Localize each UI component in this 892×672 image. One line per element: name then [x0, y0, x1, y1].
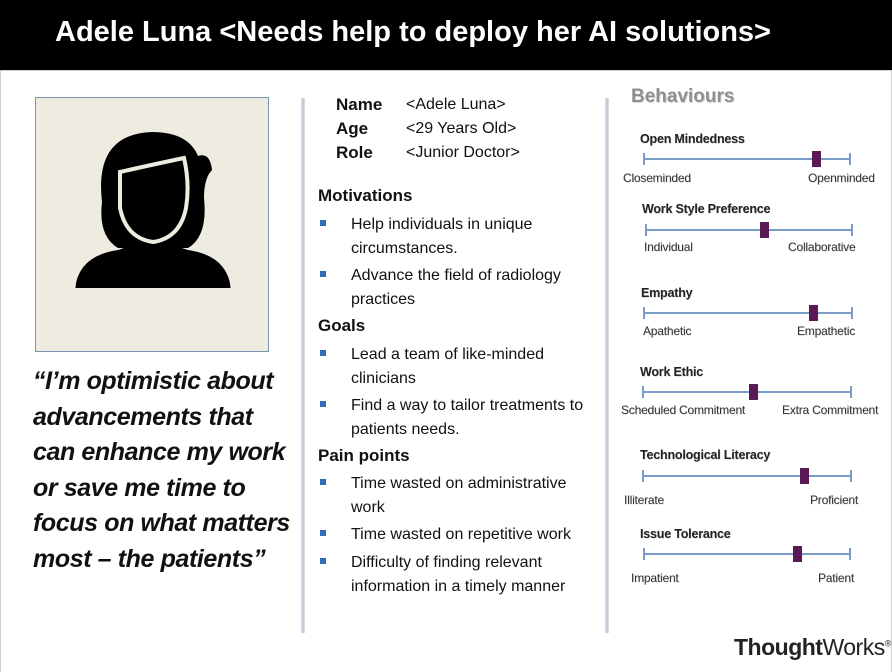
bullet-icon: [320, 220, 326, 226]
scale-tick-left: [642, 386, 644, 398]
scale-left-label: Individual: [644, 240, 693, 254]
scale-tick-right: [851, 224, 853, 236]
bullet-icon: [320, 558, 326, 564]
goals-heading: Goals: [318, 316, 366, 335]
list-item-text: Find a way to tailor treatments to patients needs.: [351, 397, 584, 438]
bullet-icon: [320, 479, 326, 485]
scale-tick-right: [850, 386, 852, 398]
scale-tick-left: [643, 153, 645, 165]
bullet-icon: [320, 530, 326, 536]
scale-right-label: Empathetic: [797, 324, 856, 338]
scale-marker: [760, 222, 769, 238]
frame-border-left: [0, 70, 1, 672]
info-row-role: [336, 141, 520, 165]
scale-title: Technological Literacy: [640, 448, 771, 462]
list-item-text: Difficulty of finding relevant information in a timely manner: [351, 554, 566, 595]
scale-title: Open Mindedness: [640, 132, 745, 146]
scale-marker: [793, 546, 802, 562]
scale-tick-right: [851, 307, 853, 319]
scale-left-label: Apathetic: [643, 324, 692, 338]
scale-track: [642, 475, 852, 477]
list-item-text: Time wasted on repetitive work: [351, 526, 571, 543]
brand-part-1: Thought: [734, 634, 823, 660]
scale-marker: [809, 305, 818, 321]
info-row-age: [336, 117, 520, 141]
scale-marker: [800, 468, 809, 484]
scale-left-label: Scheduled Commitment: [621, 403, 746, 417]
scale-marker: [812, 151, 821, 167]
bullet-icon: [320, 271, 326, 277]
info-value: <Junior Doctor>: [406, 144, 520, 161]
registered-mark: ®: [884, 638, 891, 649]
list-item-text: Time wasted on administrative work: [351, 475, 567, 516]
page-title: Adele Luna <Needs help to deploy her AI solutions>: [55, 16, 771, 48]
pain-points-heading: Pain points: [318, 446, 410, 465]
scale-tick-left: [642, 470, 644, 482]
title-bar: [0, 0, 892, 70]
scale-right-label: Proficient: [810, 493, 859, 507]
scale-tick-right: [850, 470, 852, 482]
scale-left-label: Closeminded: [623, 171, 691, 185]
column-divider-left: [301, 98, 305, 633]
info-key: Name: [336, 95, 383, 114]
persona-quote: “I’m optimistic about advancements that can enhance my work or save me time to focus on what matters most – the patients”: [33, 367, 290, 573]
column-divider-right: [605, 98, 609, 633]
scale-tick-left: [643, 548, 645, 560]
scale-title: Empathy: [641, 286, 693, 300]
scale-track: [643, 312, 853, 314]
scale-track: [643, 553, 851, 555]
scale-track: [642, 391, 852, 393]
scale-title: Work Style Preference: [642, 202, 771, 216]
brand-part-2: Works: [822, 634, 885, 660]
frame-border-top: [0, 70, 892, 71]
info-key: Role: [336, 143, 373, 162]
scale-track: [645, 229, 853, 231]
scale-right-label: Patient: [818, 571, 854, 585]
bullet-icon: [320, 401, 326, 407]
info-key: Age: [336, 119, 369, 138]
person-silhouette-icon: [36, 98, 270, 353]
behaviours-title: Behaviours: [631, 86, 735, 107]
bullet-icon: [320, 350, 326, 356]
scale-tick-right: [849, 153, 851, 165]
scale-left-label: Illiterate: [624, 493, 665, 507]
list-item-text: Advance the field of radiology practices: [351, 267, 561, 308]
motivations-heading: Motivations: [318, 186, 413, 205]
scale-tick-left: [643, 307, 645, 319]
scale-right-label: Extra Commitment: [782, 403, 879, 417]
scale-right-label: Collaborative: [788, 240, 856, 254]
scale-left-label: Impatient: [631, 571, 679, 585]
info-value: <Adele Luna>: [406, 96, 506, 113]
scale-title: Issue Tolerance: [640, 527, 731, 541]
info-value: <29 Years Old>: [406, 120, 517, 137]
scale-title: Work Ethic: [640, 365, 704, 379]
brand-logo: [734, 634, 891, 661]
persona-avatar: [35, 97, 269, 352]
info-row-name: [336, 93, 520, 117]
scale-marker: [749, 384, 758, 400]
persona-info: [336, 93, 520, 165]
list-item-text: Help individuals in unique circumstances.: [351, 216, 533, 257]
scale-right-label: Openminded: [808, 171, 875, 185]
scale-tick-left: [645, 224, 647, 236]
scale-tick-right: [849, 548, 851, 560]
list-item-text: Lead a team of like-minded clinicians: [351, 346, 544, 387]
